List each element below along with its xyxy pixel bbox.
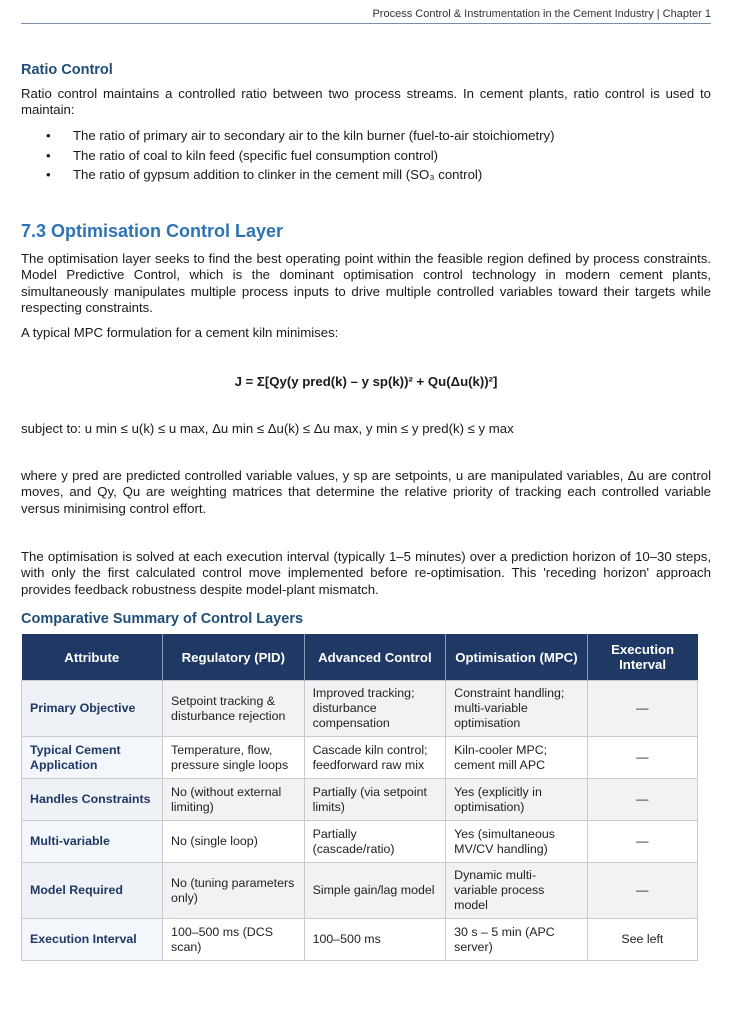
ratio-control-heading: Ratio Control (21, 62, 113, 78)
section-paragraph-2: A typical MPC formulation for a cement kiln minimises: (21, 325, 339, 340)
ratio-bullet-list (21, 126, 711, 185)
table-row (22, 821, 698, 863)
table-cell: Kiln-cooler MPC; cement mill APC (446, 737, 588, 779)
column-header: Attribute (22, 634, 163, 681)
table-cell: — (587, 779, 697, 821)
table-cell: Multi-variable (22, 821, 163, 863)
table-cell: — (587, 681, 697, 737)
column-header: Advanced Control (304, 634, 446, 681)
table-cell: Model Required (22, 863, 163, 919)
table-header-row (22, 634, 698, 681)
table-cell: Execution Interval (22, 919, 163, 961)
table-cell: See left (587, 919, 697, 961)
table-cell: Partially (cascade/ratio) (304, 821, 446, 863)
table-cell: — (587, 821, 697, 863)
running-header (21, 8, 711, 24)
list-item: • The ratio of primary air to secondary air to the kiln burner (fuel-to-air stoichiometry) (21, 126, 711, 146)
table-cell: No (tuning parameters only) (163, 863, 305, 919)
ratio-control-intro: Ratio control maintains a controlled ratio between two process streams. In cement plants, ratio control is used to maintain: (21, 86, 711, 118)
table-cell: Primary Objective (22, 681, 163, 737)
constraint-line: subject to: u min ≤ u(k) ≤ u max, Δu min ≤ Δu(k) ≤ Δu max, y min ≤ y pred(k) ≤ y max (21, 421, 514, 436)
bullet-icon: • (46, 147, 51, 163)
list-item: • The ratio of gypsum addition to clinker in the cement mill (SO₃ control) (21, 165, 711, 185)
table-row (22, 681, 698, 737)
column-header: Execution Interval (587, 634, 697, 681)
table-cell: 30 s – 5 min (APC server) (446, 919, 588, 961)
table-cell: 100–500 ms (304, 919, 446, 961)
table-cell: Handles Constraints (22, 779, 163, 821)
table-row (22, 919, 698, 961)
bullet-icon: • (46, 167, 51, 182)
table-cell: Typical Cement Application (22, 737, 163, 779)
table-row (22, 737, 698, 779)
column-header: Optimisation (MPC) (446, 634, 588, 681)
table-cell: Temperature, flow, pressure single loops (163, 737, 305, 779)
running-header-text: Process Control & Instrumentation in the Cement Industry | Chapter 1 (372, 8, 711, 20)
table-row (22, 779, 698, 821)
mpc-objective-formula: J = Σ[Qy(y pred(k) – y sp(k))² + Qu(Δu(k))²] (234, 374, 498, 389)
table-cell: Yes (simultaneous MV/CV handling) (446, 821, 588, 863)
column-header: Regulatory (PID) (163, 634, 305, 681)
table-cell: Yes (explicitly in optimisation) (446, 779, 588, 821)
list-item: • The ratio of coal to kiln feed (specific fuel consumption control) (21, 146, 711, 166)
table-cell: — (587, 863, 697, 919)
bullet-icon: • (46, 128, 51, 143)
section-heading: 7.3 Optimisation Control Layer (21, 221, 284, 241)
table-cell: — (587, 737, 697, 779)
section-paragraph-4: The optimisation is solved at each execution interval (typically 1–5 minutes) over a prediction horizon of 10–30 steps, with only the first calculated control move implemented before re-optimisation. This 'receding horizon' approach provides feedback robustness despite model-plant mismatch. (21, 549, 711, 597)
table-cell: No (without external limiting) (163, 779, 305, 821)
table-cell: Improved tracking; disturbance compensation (304, 681, 446, 737)
table-cell: Simple gain/lag model (304, 863, 446, 919)
table-cell: Dynamic multi-variable process model (446, 863, 588, 919)
table-cell: Cascade kiln control; feedforward raw mix (304, 737, 446, 779)
section-paragraph-3: where y pred are predicted controlled variable values, y sp are setpoints, u are manipulated variables, Δu are control moves, and Qy, Qu are weighting matrices that determine the relative priority of tracking each controlled variable versus minimising control effort. (21, 468, 711, 516)
table-cell: Partially (via setpoint limits) (304, 779, 446, 821)
table-cell: 100–500 ms (DCS scan) (163, 919, 305, 961)
table-cell: Setpoint tracking & disturbance rejection (163, 681, 305, 737)
comparison-table (21, 634, 698, 961)
table-row (22, 863, 698, 919)
table-cell: No (single loop) (163, 821, 305, 863)
section-paragraph-1: The optimisation layer seeks to find the best operating point within the feasible region defined by process constraints. Model Predictive Control, which is the dominant optimisation control technology in modern cement plants, simultaneously manipulates multiple process inputs to drive multiple controlled variables toward their targets while respecting constraints. (21, 251, 711, 316)
table-cell: Constraint handling; multi-variable optimisation (446, 681, 588, 737)
table-heading: Comparative Summary of Control Layers (21, 611, 304, 627)
